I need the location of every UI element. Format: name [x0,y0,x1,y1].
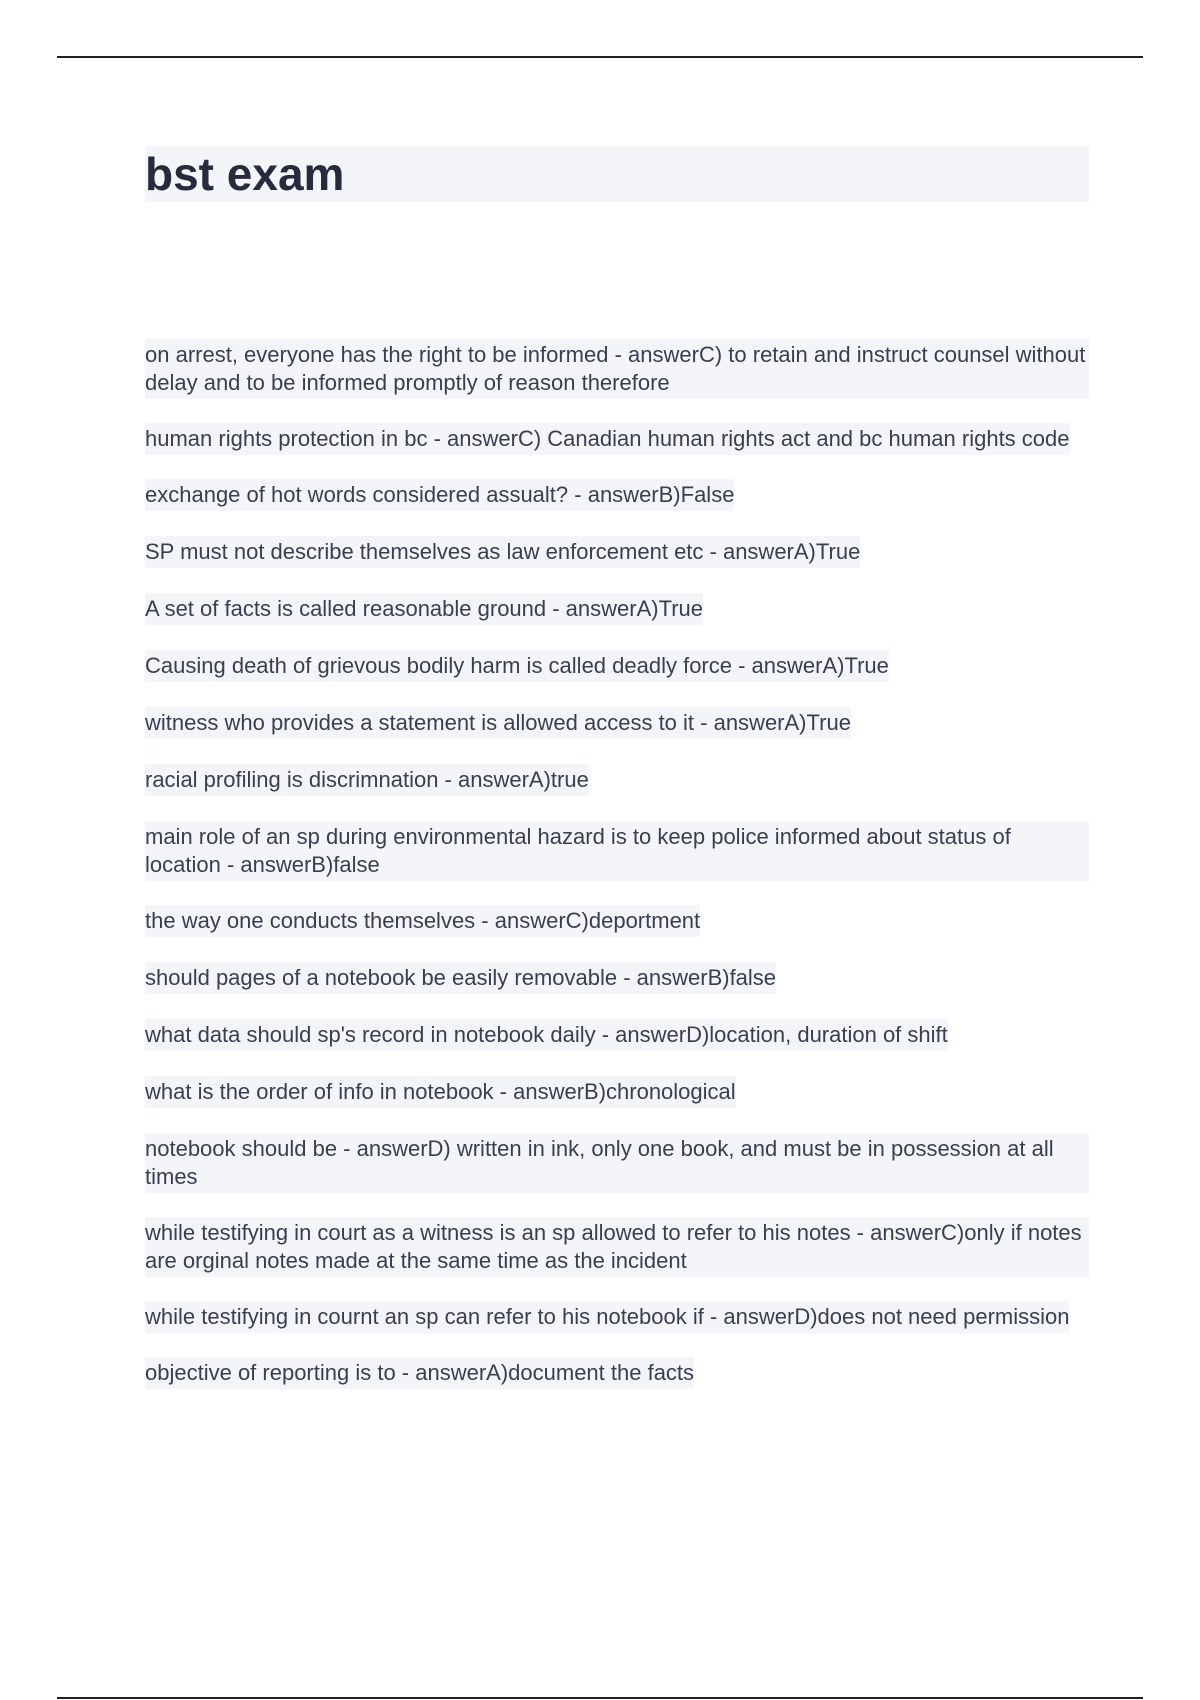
qa-list [145,339,1089,1414]
qa-item-5: A set of facts is called reasonable ground - answerA)True [145,593,703,625]
qa-item-11: should pages of a notebook be easily removable - answerB)false [145,962,776,994]
qa-item-17: objective of reporting is to - answerA)document the facts [145,1357,694,1389]
qa-item-1: on arrest, everyone has the right to be informed - answerC) to retain and instruct counsel without delay and to be informed promptly of reason therefore [145,339,1089,399]
header-rule [57,56,1143,58]
qa-item-2: human rights protection in bc - answerC) Canadian human rights act and bc human rights code [145,423,1070,455]
qa-item-13: what is the order of info in notebook - answerB)chronological [145,1076,736,1108]
qa-item-6: Causing death of grievous bodily harm is called deadly force - answerA)True [145,650,889,682]
qa-item-3: exchange of hot words considered assualt? - answerB)False [145,479,734,511]
page-title: bst exam [145,148,345,200]
qa-item-15: while testifying in court as a witness is an sp allowed to refer to his notes - answerC)only if notes are orginal notes made at the same time as the incident [145,1217,1089,1277]
qa-item-10: the way one conducts themselves - answerC)deportment [145,905,700,937]
footer-rule [57,1697,1143,1699]
qa-item-14: notebook should be - answerD) written in ink, only one book, and must be in possession at all times [145,1133,1089,1193]
qa-item-16: while testifying in cournt an sp can refer to his notebook if - answerD)does not need permission [145,1301,1069,1333]
qa-item-9: main role of an sp during environmental hazard is to keep police informed about status of location - answerB)false [145,821,1089,881]
qa-item-12: what data should sp's record in notebook daily - answerD)location, duration of shift [145,1019,948,1051]
title-band [145,146,1089,202]
qa-item-8: racial profiling is discrimnation - answerA)true [145,764,589,796]
qa-item-7: witness who provides a statement is allowed access to it - answerA)True [145,707,851,739]
qa-item-4: SP must not describe themselves as law enforcement etc - answerA)True [145,536,860,568]
